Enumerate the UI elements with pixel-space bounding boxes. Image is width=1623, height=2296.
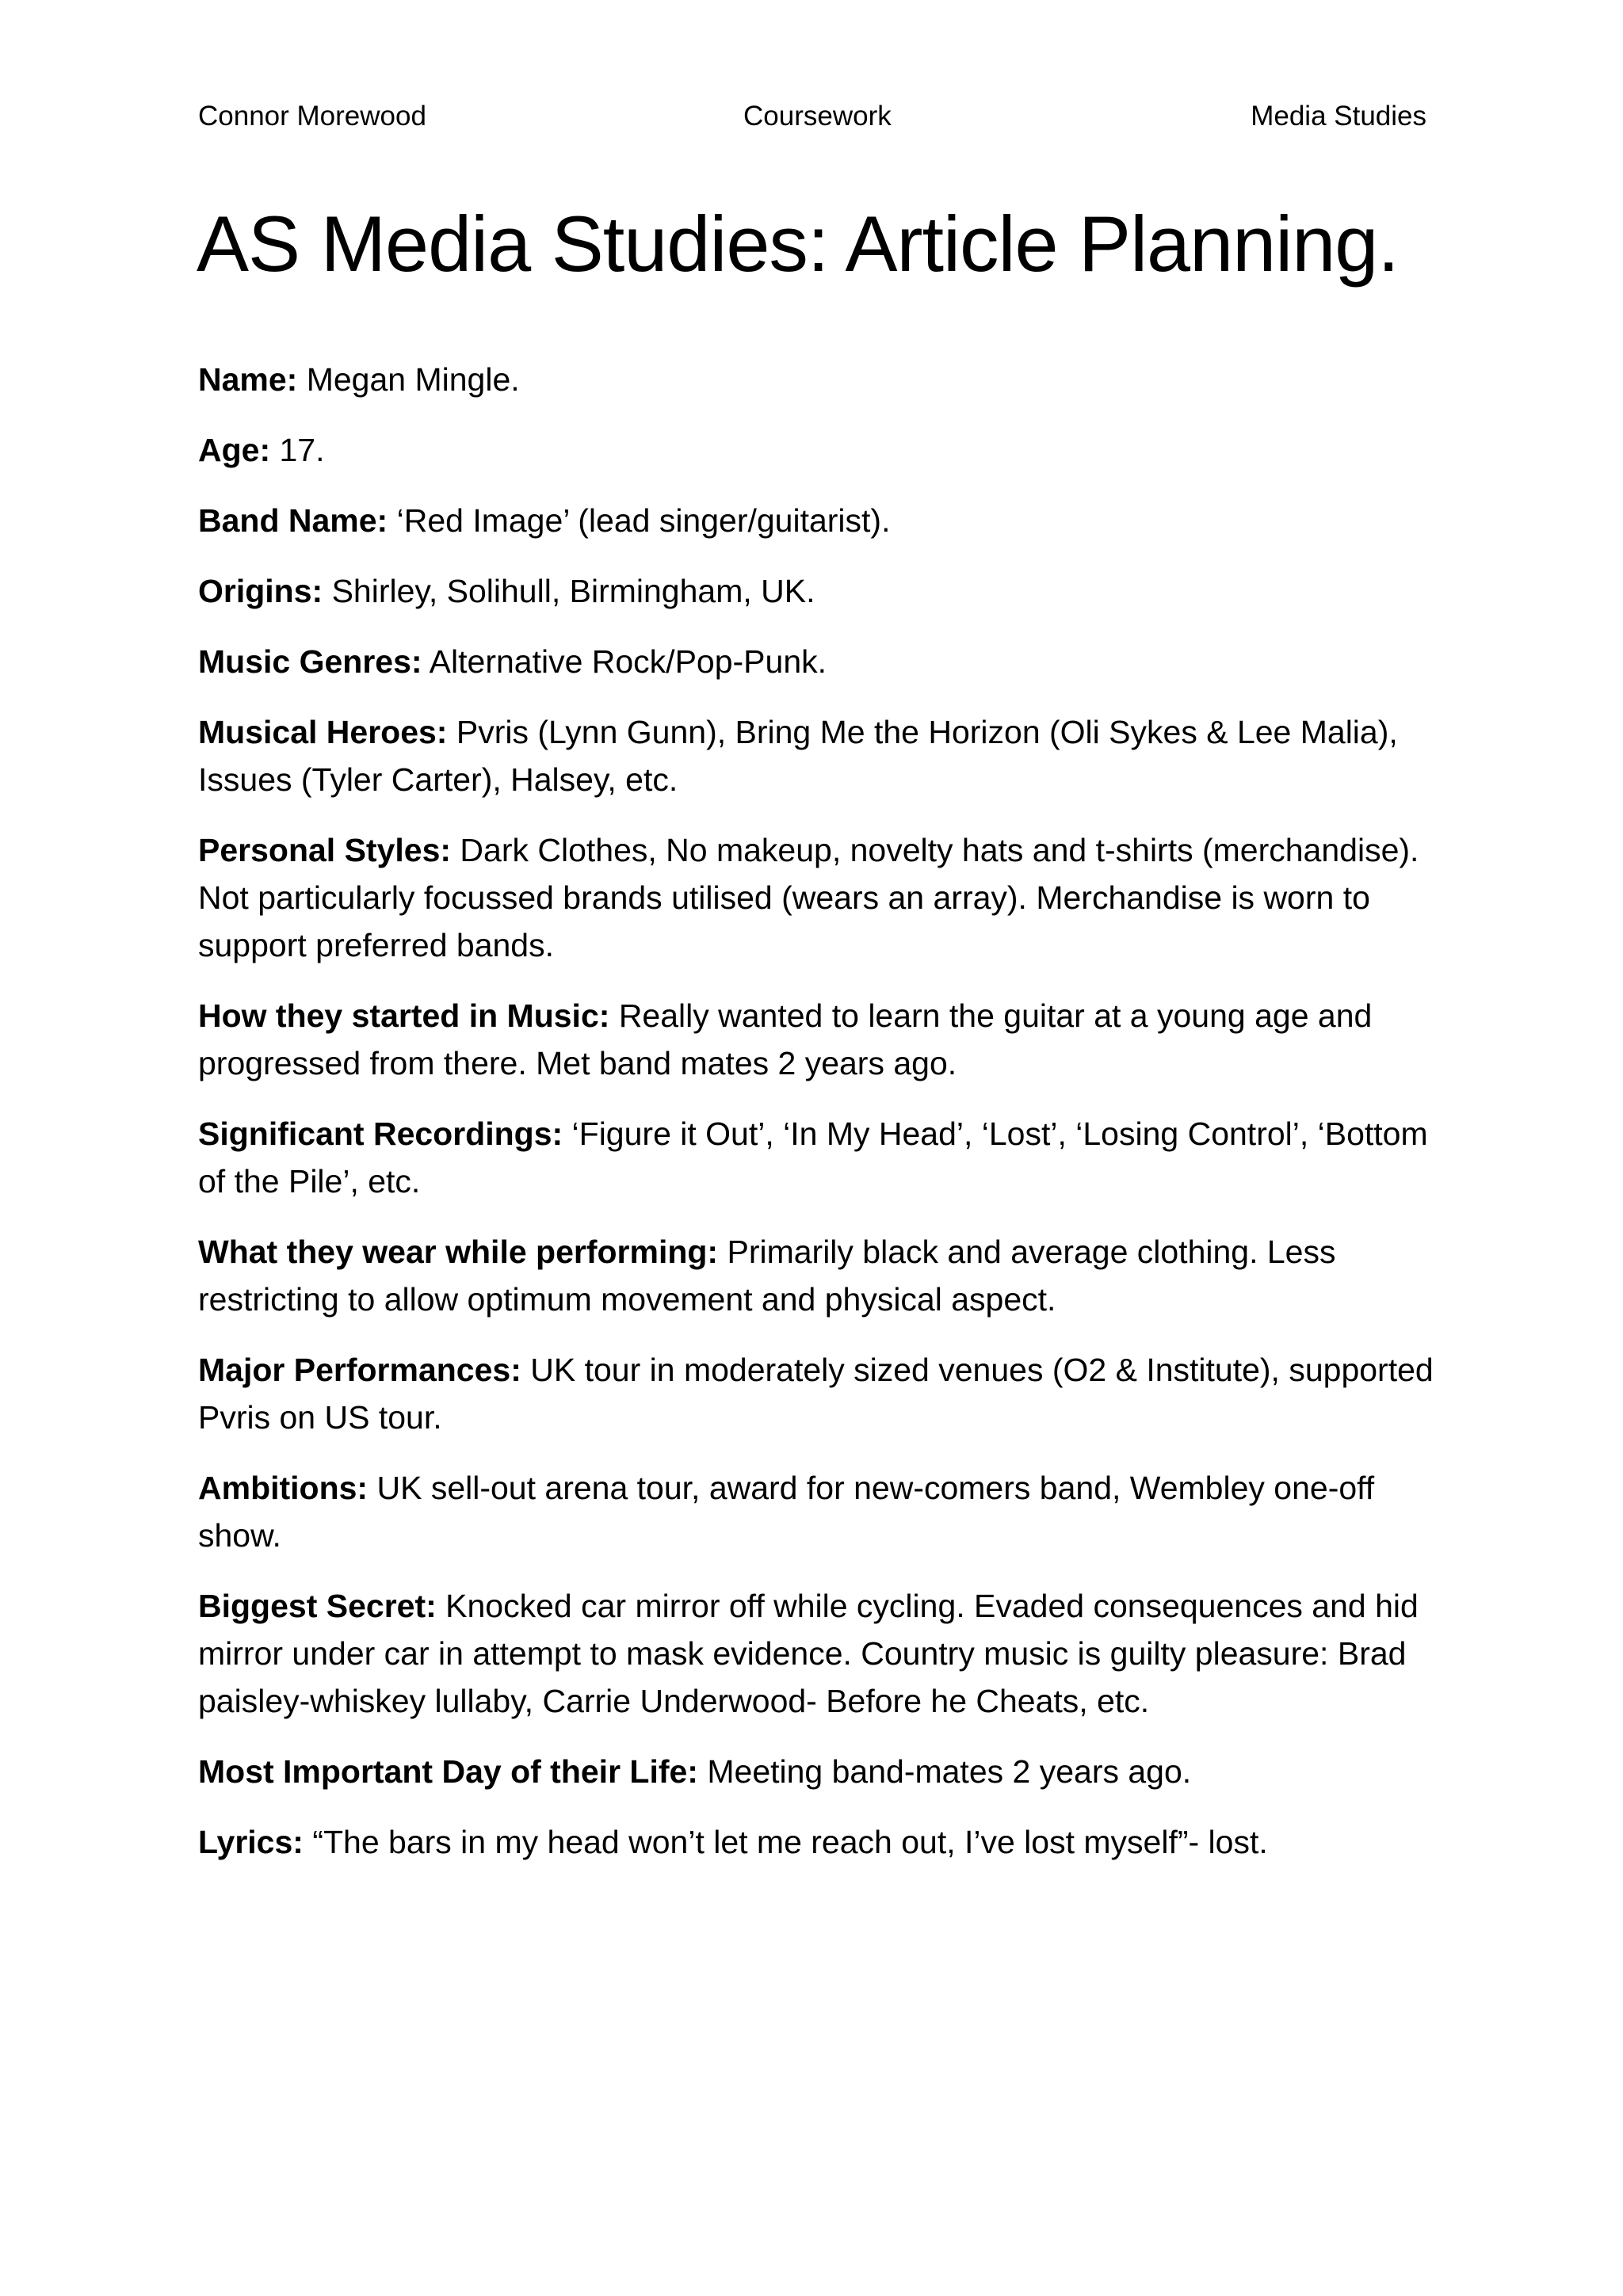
header-subject: Media Studies bbox=[1251, 101, 1426, 132]
field-most-important-day bbox=[198, 1748, 1442, 1795]
field-label: Origins: bbox=[198, 573, 323, 609]
field-value: Meeting band-mates 2 years ago. bbox=[697, 1753, 1192, 1790]
field-label: Band Name: bbox=[198, 502, 388, 539]
field-performance-wear bbox=[198, 1228, 1442, 1323]
field-age bbox=[198, 426, 1442, 474]
header-course: Coursework bbox=[743, 101, 892, 132]
field-how-started bbox=[198, 992, 1442, 1087]
planning-fields bbox=[198, 356, 1442, 1889]
field-personal-styles bbox=[198, 826, 1442, 969]
field-biggest-secret bbox=[198, 1582, 1442, 1725]
field-value: Primarily black and average clothing. Less restricting to allow optimum movement and physical aspect. bbox=[198, 1234, 1336, 1318]
header-author: Connor Morewood bbox=[198, 101, 426, 132]
field-label: Personal Styles: bbox=[198, 832, 452, 868]
field-value: Dark Clothes, No makeup, novelty hats and t-shirts (merchandise). Not particularly focussed brands utilised (wears an array). Merchandise is worn to support preferred bands. bbox=[198, 832, 1419, 963]
field-lyrics bbox=[198, 1818, 1442, 1866]
field-musical-heroes bbox=[198, 708, 1442, 803]
field-value: Knocked car mirror off while cycling. Evaded consequences and hid mirror under car in attempt to mask evidence. Country music is guilty pleasure: Brad paisley-whiskey lullaby, Carrie Underwood- Before he Cheats, etc. bbox=[198, 1588, 1419, 1719]
field-ambitions bbox=[198, 1464, 1442, 1559]
field-music-genres bbox=[198, 638, 1442, 685]
field-value: 17. bbox=[270, 432, 325, 468]
field-label: Major Performances: bbox=[198, 1352, 521, 1388]
field-value: Really wanted to learn the guitar at a young age and progressed from there. Met band mates 2 years ago. bbox=[198, 997, 1373, 1081]
field-label: Most Important Day of their Life: bbox=[198, 1753, 698, 1790]
page-header bbox=[198, 97, 1426, 136]
page-title: AS Media Studies: Article Planning. bbox=[197, 200, 1399, 288]
field-value: “The bars in my head won’t let me reach out, I’ve lost myself”- lost. bbox=[303, 1824, 1268, 1860]
field-label: How they started in Music: bbox=[198, 997, 610, 1034]
field-label: What they wear while performing: bbox=[198, 1234, 719, 1270]
field-value: Alternative Rock/Pop-Punk. bbox=[422, 643, 827, 680]
field-value: ‘Red Image’ (lead singer/guitarist). bbox=[388, 502, 891, 539]
field-band-name bbox=[198, 497, 1442, 544]
field-label: Age: bbox=[198, 432, 271, 468]
field-label: Biggest Secret: bbox=[198, 1588, 437, 1624]
field-value: UK sell-out arena tour, award for new-comers band, Wembley one-off show. bbox=[198, 1470, 1375, 1554]
field-origins bbox=[198, 567, 1442, 615]
field-significant-recordings bbox=[198, 1110, 1442, 1205]
field-name bbox=[198, 356, 1442, 403]
field-major-performances bbox=[198, 1346, 1442, 1441]
field-value: UK tour in moderately sized venues (O2 & Institute), supported Pvris on US tour. bbox=[198, 1352, 1434, 1436]
field-label: Musical Heroes: bbox=[198, 714, 448, 750]
field-label: Lyrics: bbox=[198, 1824, 304, 1860]
field-label: Name: bbox=[198, 361, 298, 398]
field-label: Music Genres: bbox=[198, 643, 422, 680]
field-value: Shirley, Solihull, Birmingham, UK. bbox=[323, 573, 815, 609]
field-value: Pvris (Lynn Gunn), Bring Me the Horizon (Oli Sykes & Lee Malia), Issues (Tyler Carter), Halsey, etc. bbox=[198, 714, 1398, 798]
field-value: ‘Figure it Out’, ‘In My Head’, ‘Lost’, ‘Losing Control’, ‘Bottom of the Pile’, etc. bbox=[198, 1116, 1428, 1199]
field-label: Ambitions: bbox=[198, 1470, 369, 1506]
field-label: Significant Recordings: bbox=[198, 1116, 563, 1152]
field-value: Megan Mingle. bbox=[297, 361, 520, 398]
